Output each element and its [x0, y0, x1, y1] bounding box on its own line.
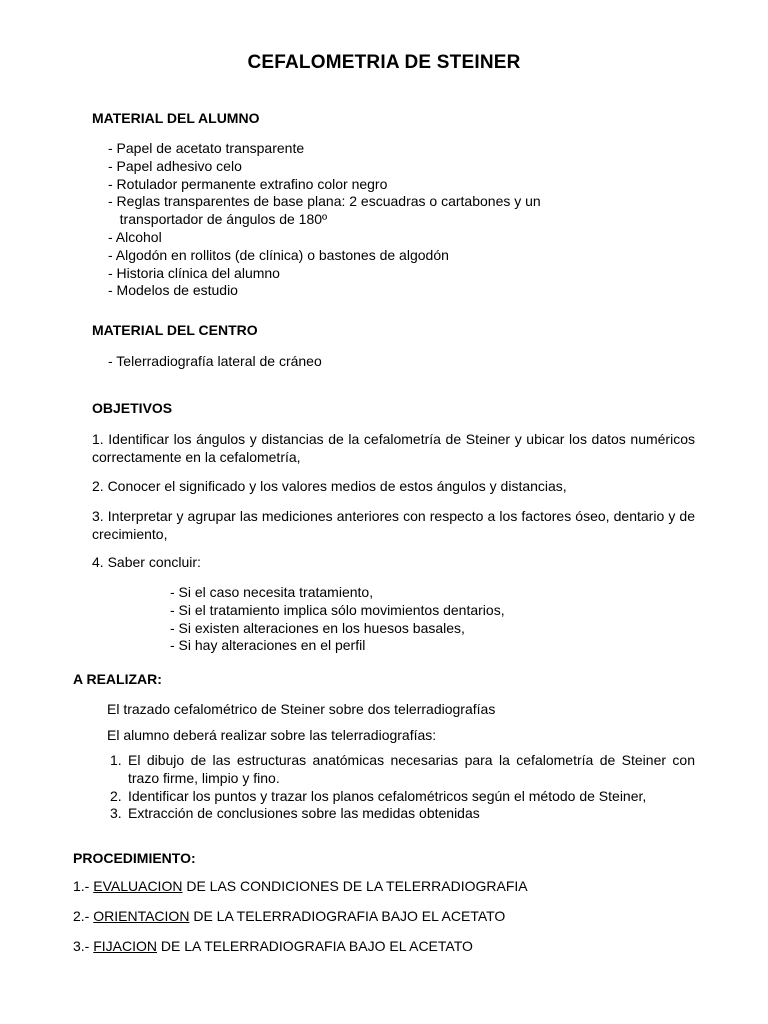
list-item: - Si existen alteraciones en los huesos basales,	[170, 619, 465, 636]
step-text: DE LA TELERRADIOGRAFIA BAJO EL ACETATO	[160, 938, 473, 954]
list-item: - Alcohol	[108, 228, 162, 245]
a-realizar-line-2: El alumno deberá realizar sobre las telerradiografías:	[107, 727, 437, 743]
step-text: DE LAS CONDICIONES DE LA TELERRADIOGRAFIA	[186, 878, 528, 894]
a-realizar-item-3: Extracción de conclusiones sobre las medidas obtenidas	[128, 805, 480, 821]
a-realizar-item-2: Identificar los puntos y trazar los planos cefalométricos según el método de Steiner,	[128, 788, 647, 804]
material-alumno-list	[108, 140, 541, 300]
list-item: - Algodón en rollitos (de clínica) o bastones de algodón	[108, 246, 449, 263]
page-title: CEFALOMETRIA DE STEINER	[247, 52, 521, 73]
section-heading-a-realizar: A REALIZAR:	[73, 671, 162, 687]
step-keyword: ORIENTACION	[93, 908, 190, 924]
list-item: - Papel de acetato transparente	[108, 140, 305, 156]
list-item: - Rotulador permanente extrafino color negro	[108, 175, 388, 192]
objective-sub-list	[170, 584, 505, 655]
list-item: - Si el caso necesita tratamiento,	[170, 584, 374, 600]
step-number: 1.-	[73, 878, 90, 894]
step-text: DE LA TELERRADIOGRAFIA BAJO EL ACETATO	[193, 908, 506, 924]
list-item: - Papel adhesivo celo	[108, 157, 242, 174]
list-item: - Telerradiografía lateral de cráneo	[108, 353, 322, 369]
list-number: 3.	[110, 805, 122, 821]
objective-paragraph-3: 3. Interpretar y agrupar las mediciones anteriores con respecto a los factores óseo, dentario y de crecimiento,	[92, 508, 695, 542]
section-heading-objetivos: OBJETIVOS	[92, 400, 173, 416]
step-keyword: EVALUACION	[93, 878, 183, 894]
a-realizar-line-1: El trazado cefalométrico de Steiner sobre dos telerradiografías	[107, 701, 496, 717]
list-item: - Historia clínica del alumno	[108, 264, 280, 281]
procedure-step-1	[73, 878, 528, 896]
list-item: - Si el tratamiento implica sólo movimientos dentarios,	[170, 601, 505, 618]
list-number: 2.	[110, 788, 122, 804]
step-number: 2.-	[73, 908, 90, 924]
procedure-step-2	[73, 908, 505, 926]
section-heading-procedimiento: PROCEDIMIENTO:	[73, 850, 196, 866]
step-keyword: FIJACION	[93, 938, 158, 954]
section-heading-material-centro: MATERIAL DEL CENTRO	[92, 322, 258, 338]
list-item: - Reglas transparentes de base plana: 2 escuadras o cartabones y un	[108, 193, 541, 210]
step-number: 3.-	[73, 938, 90, 954]
list-item: - Si hay alteraciones en el perfil	[170, 637, 366, 654]
objective-paragraph-2: 2. Conocer el significado y los valores medios de estos ángulos y distancias,	[92, 478, 567, 494]
objective-paragraph-1: 1. Identificar los ángulos y distancias de la cefalometría de Steiner y ubicar los datos numéricos correctamente en la cefalometría,	[92, 431, 695, 465]
a-realizar-item-1: El dibujo de las estructuras anatómicas necesarias para la cefalometría de Steiner con trazo firme, limpio y fino.	[128, 752, 695, 786]
list-item: transportador de ángulos de 180º	[108, 211, 328, 228]
objective-paragraph-4: 4. Saber concluir:	[92, 554, 201, 570]
list-number: 1.	[110, 752, 122, 768]
procedure-step-3	[73, 938, 473, 956]
section-heading-material-alumno: MATERIAL DEL ALUMNO	[92, 110, 260, 126]
list-item: - Modelos de estudio	[108, 282, 238, 299]
